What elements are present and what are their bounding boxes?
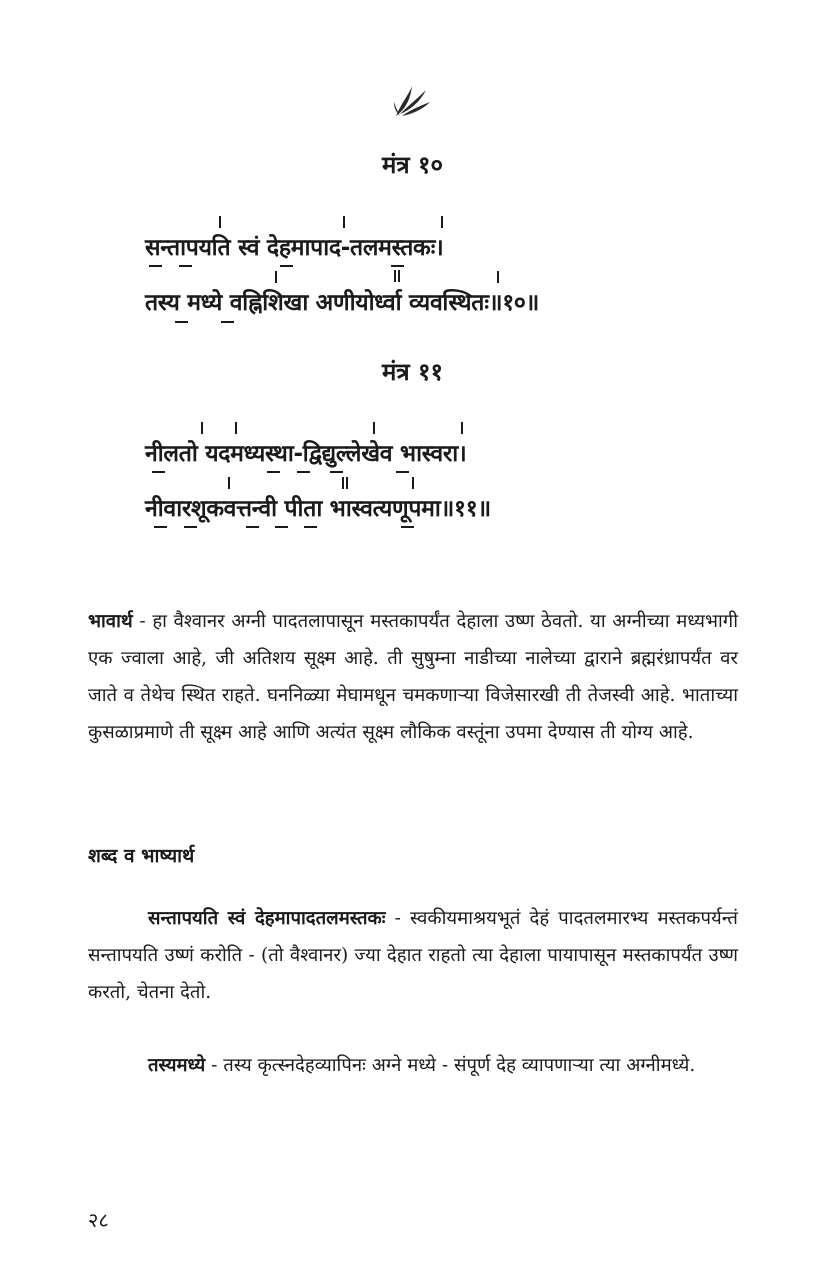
entry-1-paragraph bbox=[88, 900, 738, 1011]
leaf-flourish-icon bbox=[390, 80, 434, 120]
bhavartha-text: - हा वैश्वानर अग्नी पादतलापासून मस्तकापर्यंत देहाला उष्ण ठेवतो. या अग्नीच्या मध्यभागी एक ज्वाला आहे, जी अतिशय सूक्ष्म आहे. ती सुषुम्ना नाडीच्या नालेच्या द्वाराने ब्रह्मरंध्रापर्यंत वर जाते व तेथेच स्थित राहते. घननिळ्या मेघामधून चमकणाऱ्या विजेसारखी ती तेजस्वी आहे. भाताच्या कुसळाप्रमाणे ती सूक्ष्म आहे आणि अत्यंत सूक्ष्म लौकिक वस्तूंना उपमा देण्यास ती योग्य आहे. bbox=[88, 611, 738, 743]
mantra-11-heading: मंत्र ११ bbox=[382, 358, 443, 386]
section-heading: शब्द व भाष्यार्थ bbox=[88, 845, 195, 867]
bhavartha-paragraph bbox=[88, 603, 738, 751]
bhavartha-label: भावार्थ bbox=[88, 611, 133, 632]
entry-1-text: - स्वकीयमाश्रयभूतं देहं पादतलमारभ्य मस्तकपर्यन्तं सन्तापयति उष्णं करोति - (तो वैश्वानर) ज्या देहात राहतो त्या देहाला पायापासून मस्तकापर्यंत उष्ण करतो, चेतना देतो. bbox=[88, 908, 738, 1003]
entry-2-term: तस्यमध्ये bbox=[148, 1055, 206, 1076]
mantra-10-line-1: सन्तापयति स्वं देहमापाद-तलमस्तकः। bbox=[145, 235, 444, 261]
entry-2-paragraph bbox=[88, 1047, 738, 1084]
mantra-11-line-1: नीलतो यदमध्यस्था-द्विद्युल्लेखेव भास्वरा। bbox=[145, 441, 467, 467]
page-number: २८ bbox=[88, 1208, 109, 1232]
entry-2-text: - तस्य कृत्स्नदेहव्यापिनः अग्ने मध्ये - संपूर्ण देह व्यापणाऱ्या त्या अग्नीमध्ये. bbox=[205, 1055, 696, 1076]
mantra-10-heading: मंत्र १० bbox=[382, 151, 443, 179]
entry-1-term: सन्तापयति स्वं देहमापादतलमस्तकः bbox=[148, 908, 386, 929]
mantra-11-line-2: नीवारशूकवत्तन्वी पीता भास्वत्यणूपमा॥११॥ bbox=[145, 496, 491, 522]
mantra-10-line-2: तस्य मध्ये वह्निशिखा अणीयोर्ध्वा व्यवस्थितः॥१०॥ bbox=[145, 290, 540, 316]
